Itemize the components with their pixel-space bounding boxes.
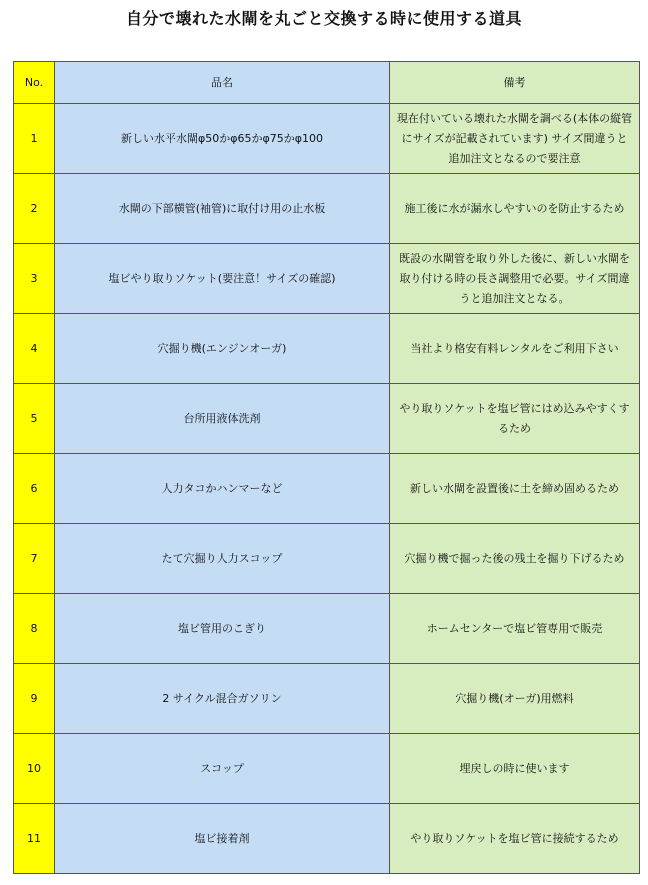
row-note-text: 穴掘り機で掘った後の残土を掘り下げるため <box>404 551 625 565</box>
row-no: 2 <box>14 174 55 244</box>
row-no: 6 <box>14 454 55 524</box>
page-title: 自分で壊れた水閘を丸ごと交換する時に使用する道具 <box>125 9 522 28</box>
header-no: No. <box>14 62 55 104</box>
row-item-name: 水閘の下部横管(袖管)に取付け用の止水板 <box>55 174 390 244</box>
row-note-text: 既設の水閘管を取り外した後に、新しい水閘を取り付ける時の長さ調整用で必要。サイズ間違うと追加注文となる。 <box>399 251 630 305</box>
row-note-text: 新しい水閘を設置後に土を締め固めるため <box>410 481 619 495</box>
row-item-name: 塩ビやり取りソケット(要注意！サイズの確認) <box>55 244 390 314</box>
row-note <box>390 174 640 244</box>
row-item-name: 塩ビ接着剤 <box>55 804 390 874</box>
row-no: 11 <box>14 804 55 874</box>
row-note-text: 現在付いている壊れた水閘を調べる(本体の縦管にサイズが記載されています) サイズ間違うと追加注文となるので要注意 <box>396 111 633 165</box>
table-row <box>14 734 640 804</box>
row-item-name: 人力タコかハンマーなど <box>55 454 390 524</box>
row-no: 4 <box>14 314 55 384</box>
table-row <box>14 664 640 734</box>
row-note <box>390 594 640 664</box>
row-no: 7 <box>14 524 55 594</box>
table-row <box>14 244 640 314</box>
row-no: 3 <box>14 244 55 314</box>
table-row <box>14 804 640 874</box>
row-item-name: 塩ビ管用のこぎり <box>55 594 390 664</box>
row-note-text: 施工後に水が漏水しやすいのを防止するため <box>404 201 625 215</box>
table-row <box>14 454 640 524</box>
header-name: 品名 <box>55 62 390 104</box>
row-item-name: スコップ <box>55 734 390 804</box>
row-note <box>390 454 640 524</box>
row-note <box>390 384 640 454</box>
row-note <box>390 314 640 384</box>
row-no: 1 <box>14 104 55 174</box>
row-item-name: 台所用液体洗剤 <box>55 384 390 454</box>
row-note <box>390 664 640 734</box>
row-no: 5 <box>14 384 55 454</box>
row-no: 8 <box>14 594 55 664</box>
row-note <box>390 104 640 174</box>
row-note <box>390 734 640 804</box>
row-note-text: ホームセンターで塩ビ管専用で販売 <box>426 621 603 635</box>
table-row <box>14 524 640 594</box>
row-note <box>390 524 640 594</box>
table-row <box>14 594 640 664</box>
table-row <box>14 384 640 454</box>
row-item-name: 新しい水平水閘φ50かφ65かφ75かφ100 <box>55 104 390 174</box>
row-item-name: 穴掘り機(エンジンオーガ) <box>55 314 390 384</box>
row-note-text: やり取りソケットを塩ビ管に接続するため <box>410 831 619 845</box>
row-no: 9 <box>14 664 55 734</box>
row-no: 10 <box>14 734 55 804</box>
row-item-name: 2 サイクル混合ガソリン <box>55 664 390 734</box>
header-note: 備考 <box>390 62 640 104</box>
table-row <box>14 174 640 244</box>
row-note-text: 当社より格安有料レンタルをご利用下さい <box>410 341 619 355</box>
table-row <box>14 104 640 174</box>
row-note-text: やり取りソケットを塩ビ管にはめ込みやすくするため <box>399 401 630 435</box>
row-item-name: たて穴掘り人力スコップ <box>55 524 390 594</box>
tools-table <box>13 61 640 874</box>
row-note-text: 埋戻しの時に使います <box>459 761 570 775</box>
table-header-row <box>14 62 640 104</box>
row-note <box>390 244 640 314</box>
table-row <box>14 314 640 384</box>
row-note-text: 穴掘り機(オーガ)用燃料 <box>455 691 574 705</box>
row-note <box>390 804 640 874</box>
